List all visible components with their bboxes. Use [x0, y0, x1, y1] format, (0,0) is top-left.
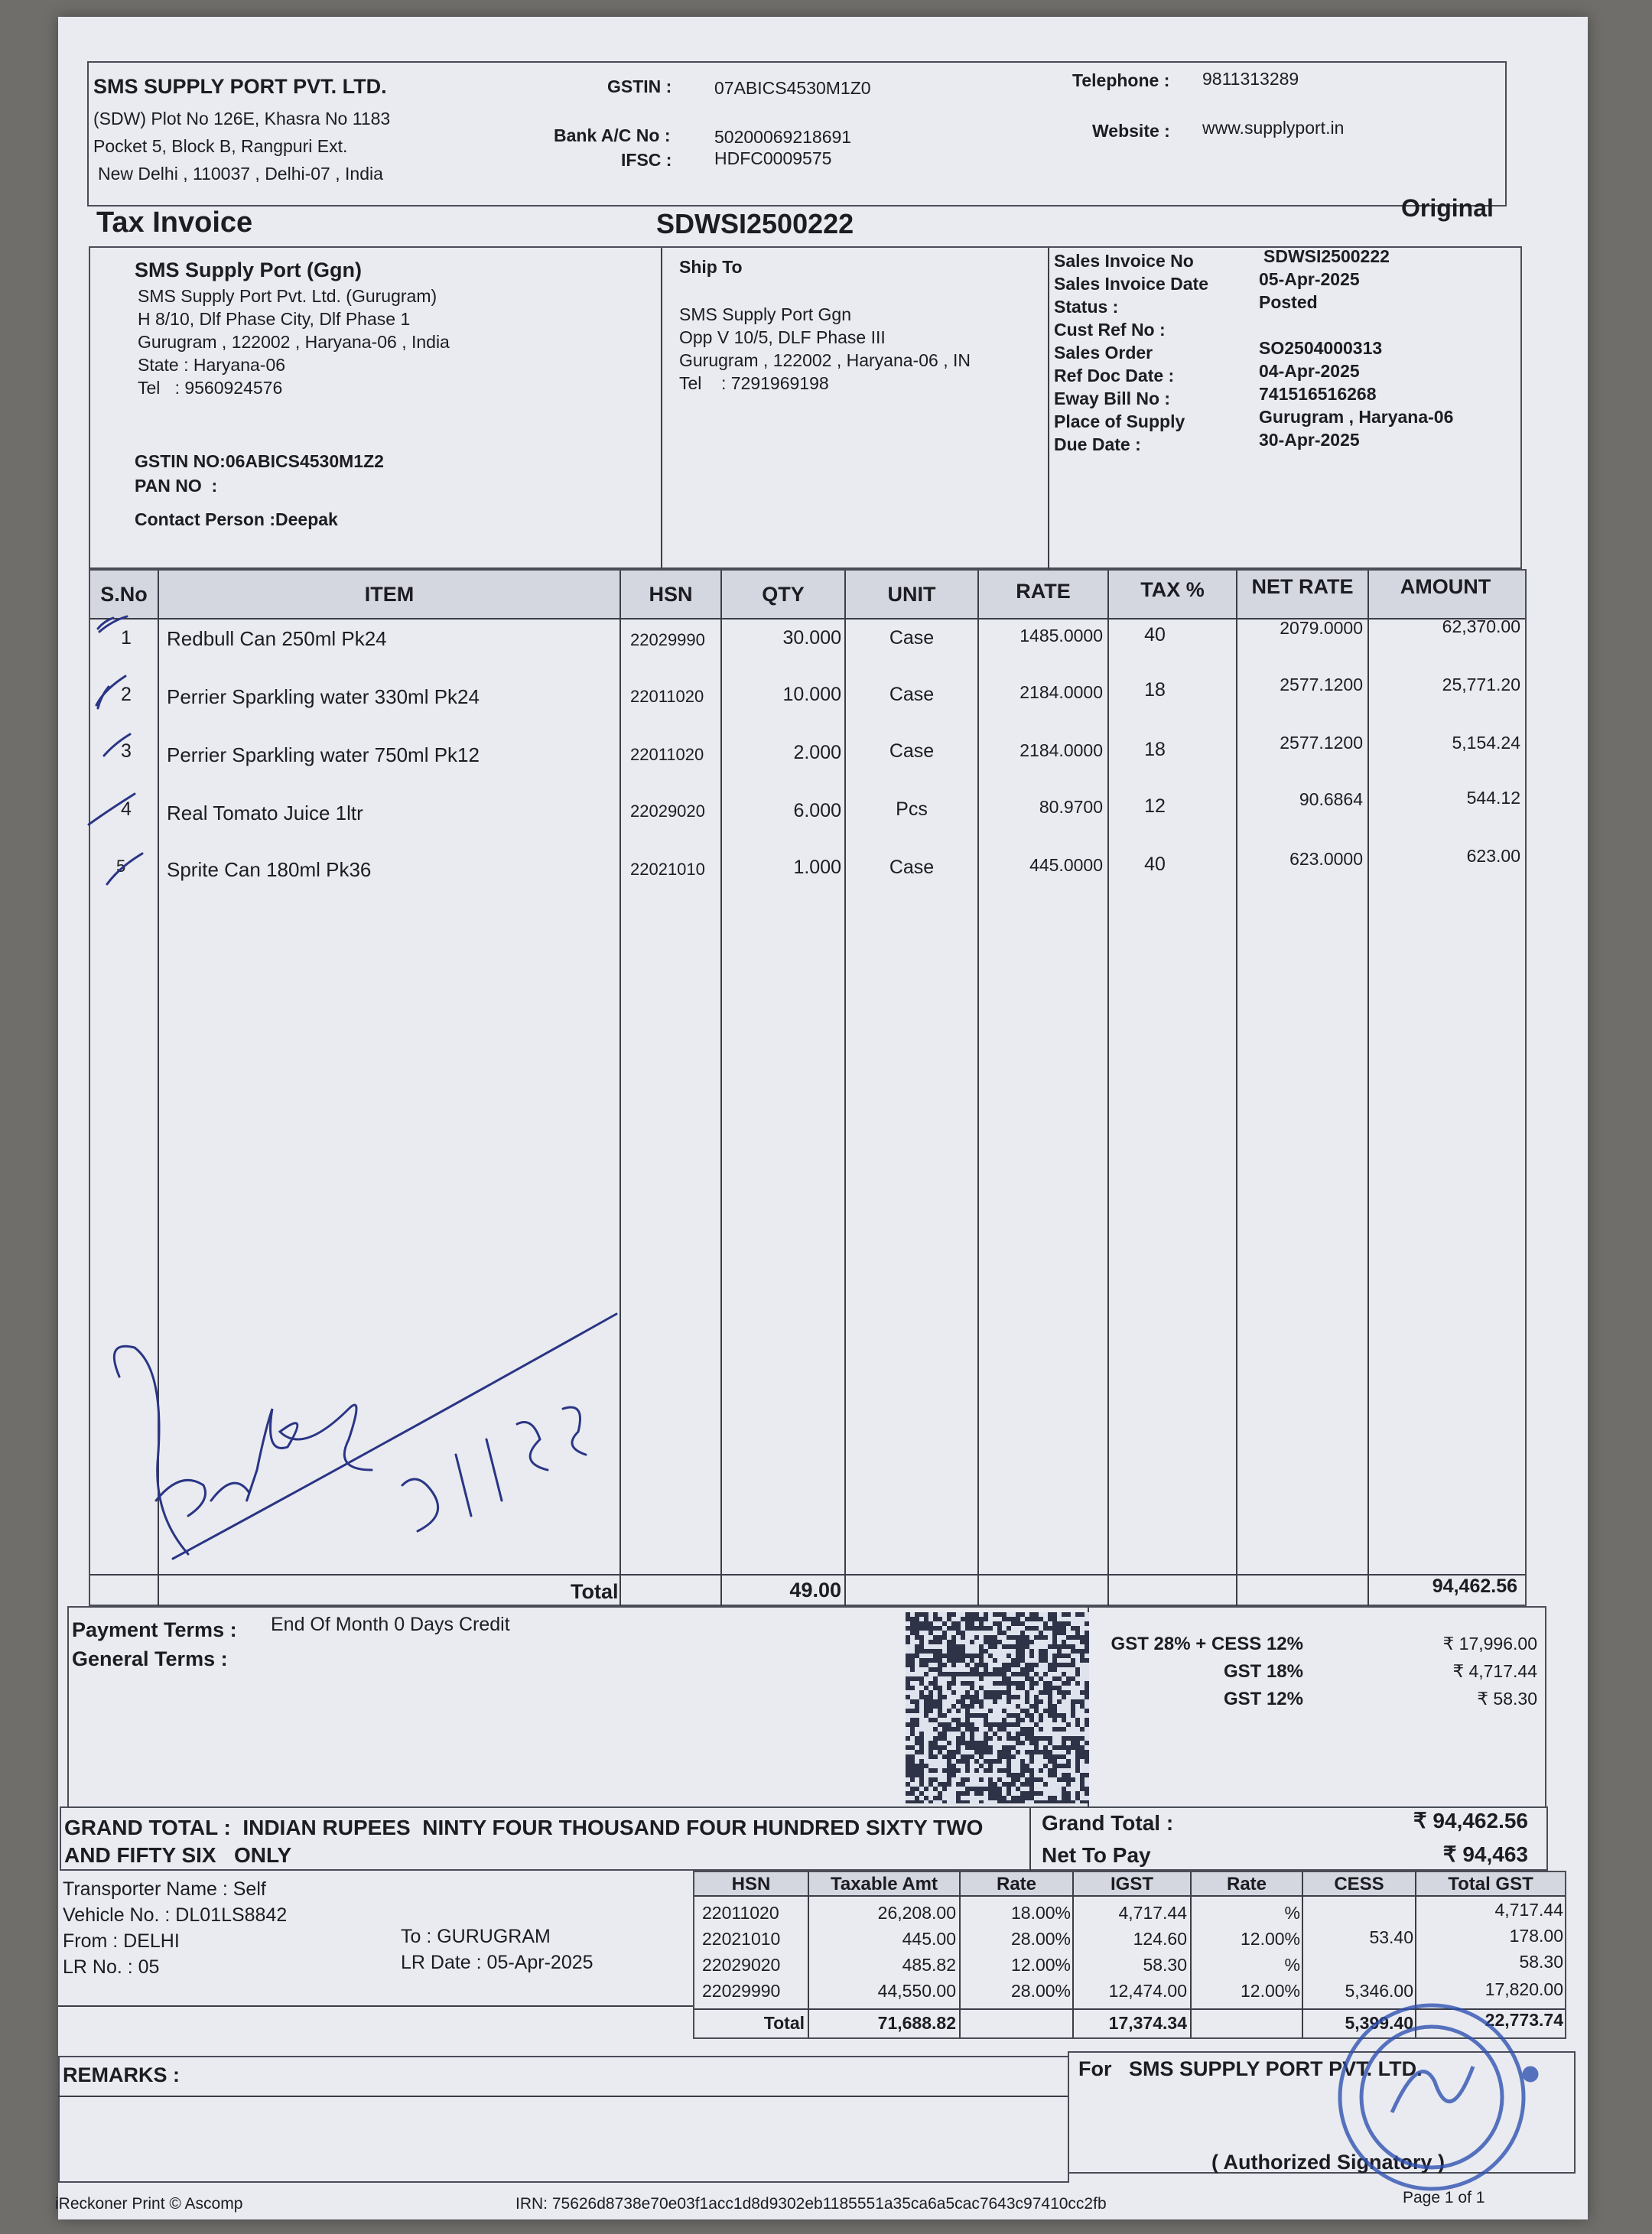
from-location: From : DELHI: [63, 1930, 180, 1952]
net-to-pay-value: ₹ 94,463: [1442, 1842, 1528, 1866]
item-hsn: 22021010: [630, 860, 705, 879]
items-total-qty: 49.00: [789, 1579, 841, 1602]
item-amount: 623.00: [1466, 846, 1520, 866]
company-address-line-3: New Delhi , 110037 , Delhi-07 , India: [98, 164, 383, 184]
item-sno: 5: [116, 857, 126, 876]
item-tax: 12: [1144, 795, 1166, 817]
hsn-col-header: Taxable Amt: [830, 1874, 938, 1894]
hsn-cell: 22011020: [702, 1903, 779, 1923]
item-name: Perrier Sparkling water 330ml Pk24: [167, 685, 480, 708]
meta-value: Posted: [1259, 292, 1318, 312]
gstin-value: 07ABICS4530M1Z0: [714, 78, 871, 98]
hsn-cell: 5,346.00: [1345, 1981, 1413, 2001]
hsn-cell: %: [1284, 1955, 1300, 1975]
hsn-total-cell: 17,374.34: [1108, 2013, 1187, 2033]
hsn-col-header: CESS: [1334, 1874, 1384, 1894]
ship-to-line-3: Gurugram , 122002 , Haryana-06 , IN: [679, 350, 971, 370]
meta-label: Eway Bill No :: [1054, 389, 1171, 408]
col-header-rate: RATE: [1016, 580, 1071, 603]
item-tax: 40: [1144, 624, 1166, 645]
hsn-cell: 58.30: [1143, 1955, 1187, 1975]
bank-value: 50200069218691: [714, 127, 852, 147]
item-sno: 4: [121, 798, 132, 820]
telephone-label: Telephone :: [1072, 70, 1170, 90]
item-unit: Pcs: [896, 798, 928, 820]
col-header-tax: TAX %: [1140, 578, 1205, 601]
bill-to-name: SMS Supply Port (Ggn): [135, 259, 362, 281]
item-tax: 40: [1144, 854, 1166, 875]
item-amount: 544.12: [1466, 788, 1520, 808]
item-hsn: 22011020: [630, 745, 704, 764]
hsn-col-header: Total GST: [1448, 1874, 1533, 1894]
hsn-cell: 485.82: [902, 1955, 956, 1975]
hsn-cell: 22021010: [702, 1929, 781, 1949]
col-header-qty: QTY: [762, 583, 805, 606]
item-net-rate: 2577.1200: [1280, 733, 1363, 753]
tick-mark: [98, 616, 127, 632]
item-qty: 30.000: [782, 627, 841, 649]
hsn-cell: 12.00%: [1240, 1981, 1300, 2001]
lr-no: LR No. : 05: [63, 1956, 160, 1978]
invoice-paper: [55, 17, 1588, 2219]
grand-total-label: Grand Total :: [1042, 1811, 1174, 1835]
remarks-label: REMARKS :: [63, 2063, 180, 2086]
grand-total-words-1: GRAND TOTAL : INDIAN RUPEES NINTY FOUR THOUSAND FOUR HUNDRED SIXTY TWO: [64, 1816, 984, 1839]
bill-to-line-4: State : Haryana-06: [138, 355, 286, 375]
ifsc-value: HDFC0009575: [714, 148, 832, 168]
hsn-cell: 53.40: [1369, 1927, 1413, 1947]
gst-summary-value: ₹ 17,996.00: [1442, 1634, 1537, 1654]
item-sno: 3: [121, 740, 132, 762]
hsn-cell: 28.00%: [1010, 1981, 1071, 2001]
net-to-pay-label: Net To Pay: [1042, 1843, 1151, 1867]
ship-to-line-2: Opp V 10/5, DLF Phase III: [679, 327, 886, 347]
hsn-cell: 22029020: [702, 1955, 781, 1975]
item-rate: 80.9700: [1039, 797, 1103, 817]
item-rate: 1485.0000: [1019, 626, 1103, 645]
ship-to-line-1: SMS Supply Port Ggn: [679, 304, 851, 324]
footer-irn: IRN: 75626d8738e70e03f1acc1d8d9302eb1185551a35ca6a5cac7643c97410cc2fb: [515, 2195, 1107, 2213]
item-net-rate: 2079.0000: [1280, 618, 1363, 638]
tick-mark: [96, 676, 125, 708]
meta-value: 741516516268: [1259, 384, 1377, 404]
items-total-label: Total: [571, 1580, 619, 1603]
hsn-cell: 12.00%: [1240, 1929, 1300, 1949]
item-name: Sprite Can 180ml Pk36: [167, 858, 372, 881]
invoice-number-title: SDWSI2500222: [656, 208, 854, 239]
meta-label: Sales Order: [1054, 343, 1153, 363]
bill-to-line-3: Gurugram , 122002 , Haryana-06 , India: [138, 332, 450, 352]
hsn-total-cell: 5,399.40: [1345, 2013, 1413, 2033]
item-hsn: 22029990: [630, 630, 705, 649]
meta-label: Sales Invoice No: [1054, 251, 1194, 271]
item-unit: Case: [889, 684, 935, 705]
item-rate: 2184.0000: [1019, 740, 1103, 760]
company-address-line-2: Pocket 5, Block B, Rangpuri Ext.: [93, 136, 348, 156]
hsn-cell: 12,474.00: [1108, 1981, 1187, 2001]
footer-page: Page 1 of 1: [1403, 2189, 1485, 2206]
meta-label: Cust Ref No :: [1054, 320, 1166, 340]
gst-summary-value: ₹ 58.30: [1477, 1689, 1537, 1709]
tick-mark: [89, 794, 135, 824]
authorized-signatory-label: ( Authorized Signatory ): [1211, 2151, 1445, 2174]
bill-to-line-1: SMS Supply Port Pvt. Ltd. (Gurugram): [138, 286, 437, 306]
item-amount: 62,370.00: [1442, 616, 1520, 636]
bill-to-line-2: H 8/10, Dlf Phase City, Dlf Phase 1: [138, 309, 411, 329]
meta-value: 05-Apr-2025: [1259, 269, 1360, 289]
hsn-cell: 124.60: [1133, 1929, 1187, 1949]
payment-terms-value: End Of Month 0 Days Credit: [271, 1614, 510, 1635]
bill-to-contact: Contact Person :Deepak: [135, 509, 338, 529]
company-name: SMS SUPPLY PORT PVT. LTD.: [93, 75, 387, 98]
item-tax: 18: [1144, 679, 1166, 701]
hsn-total-label: Total: [763, 2013, 805, 2033]
meta-value: SDWSI2500222: [1263, 246, 1390, 266]
col-header-unit: UNIT: [887, 583, 936, 606]
hsn-cell: 44,550.00: [877, 1981, 956, 2001]
meta-label: Sales Invoice Date: [1054, 274, 1208, 294]
company-stamp: [1340, 2005, 1537, 2189]
col-header-item: ITEM: [364, 583, 415, 606]
hsn-cell: 4,717.44: [1118, 1903, 1187, 1923]
payment-terms-label: Payment Terms :: [72, 1618, 237, 1641]
item-net-rate: 623.0000: [1289, 849, 1363, 869]
gstin-label: GSTIN :: [607, 76, 672, 96]
item-name: Redbull Can 250ml Pk24: [167, 627, 387, 650]
hsn-col-header: IGST: [1110, 1874, 1153, 1894]
item-qty: 1.000: [793, 857, 841, 878]
company-address-line-1: (SDW) Plot No 126E, Khasra No 1183: [93, 109, 391, 128]
handwriting-overlay: [58, 17, 1588, 2219]
meta-value: Gurugram , Haryana-06: [1259, 407, 1454, 427]
vehicle-no: Vehicle No. : DL01LS8842: [63, 1904, 288, 1926]
hsn-col-header: HSN: [731, 1874, 771, 1894]
meta-label: Ref Doc Date :: [1054, 366, 1175, 385]
general-terms-label: General Terms :: [72, 1647, 228, 1670]
item-amount: 25,771.20: [1442, 675, 1520, 694]
item-rate: 2184.0000: [1019, 682, 1103, 702]
ship-to-label: Ship To: [679, 257, 743, 277]
item-unit: Case: [889, 857, 935, 878]
item-rate: 445.0000: [1029, 855, 1103, 875]
meta-label: Status :: [1054, 297, 1119, 317]
copy-label: Original: [1401, 194, 1494, 222]
hsn-cell: 26,208.00: [877, 1903, 956, 1923]
bill-to-pan: PAN NO :: [135, 476, 218, 496]
meta-value: 30-Apr-2025: [1259, 430, 1360, 450]
transporter-name: Transporter Name : Self: [63, 1878, 266, 1900]
hsn-col-header: Rate: [1226, 1874, 1267, 1894]
signatory-for-label: For SMS SUPPLY PORT PVT. LTD.: [1078, 2057, 1423, 2080]
col-header-net-rate: NET RATE: [1251, 575, 1354, 598]
hsn-cell: 18.00%: [1010, 1903, 1071, 1923]
item-qty: 2.000: [793, 742, 841, 763]
hsn-col-header: Rate: [996, 1874, 1037, 1894]
hsn-cell: 17,820.00: [1485, 1979, 1563, 1999]
item-qty: 10.000: [782, 684, 841, 705]
website-label: Website :: [1092, 121, 1170, 141]
item-hsn: 22029020: [630, 802, 705, 821]
item-hsn: 22011020: [630, 687, 704, 706]
tick-mark: [107, 854, 142, 884]
item-name: Perrier Sparkling water 750ml Pk12: [167, 743, 480, 766]
hsn-cell: 22029990: [702, 1981, 781, 2001]
col-header-amount: AMOUNT: [1400, 575, 1491, 598]
item-amount: 5,154.24: [1452, 733, 1520, 753]
gst-summary-label: GST 28% + CESS 12%: [1111, 1634, 1303, 1654]
item-net-rate: 90.6864: [1299, 789, 1363, 809]
item-name: Real Tomato Juice 1ltr: [167, 802, 363, 824]
bank-label: Bank A/C No :: [554, 125, 671, 145]
item-qty: 6.000: [793, 800, 841, 821]
meta-label: Place of Supply: [1054, 411, 1185, 431]
items-total-amount: 94,462.56: [1432, 1576, 1517, 1597]
hsn-cell: 58.30: [1519, 1952, 1563, 1972]
hsn-cell: 445.00: [902, 1929, 956, 1949]
gst-summary-value: ₹ 4,717.44: [1452, 1661, 1537, 1681]
item-sno: 1: [121, 627, 132, 649]
footer-print-label: iReckoner Print © Ascomp: [55, 2195, 243, 2213]
item-net-rate: 2577.1200: [1280, 675, 1363, 694]
hsn-cell: 28.00%: [1010, 1929, 1071, 1949]
hsn-cell: 12.00%: [1010, 1955, 1071, 1975]
handwritten-date: [402, 1407, 586, 1531]
col-header-hsn: HSN: [649, 583, 693, 606]
item-unit: Case: [889, 740, 935, 762]
meta-value: SO2504000313: [1259, 338, 1383, 358]
telephone-value: 9811313289: [1202, 69, 1299, 89]
ship-to-line-4: Tel : 7291969198: [679, 373, 829, 393]
signature-underline: [173, 1314, 616, 1559]
meta-label: Due Date :: [1054, 434, 1141, 454]
gst-summary-label: GST 12%: [1223, 1689, 1303, 1709]
doc-type-title: Tax Invoice: [96, 206, 253, 239]
to-location: To : GURUGRAM: [401, 1926, 551, 1947]
website-value: www.supplyport.in: [1202, 118, 1345, 138]
hsn-total-cell: 71,688.82: [877, 2013, 956, 2033]
bill-to-gstin: GSTIN NO:06ABICS4530M1Z2: [135, 451, 384, 471]
tick-mark: [104, 734, 130, 756]
item-tax: 18: [1144, 739, 1166, 760]
hsn-total-cell: 22,773.74: [1485, 2010, 1563, 2030]
item-sno: 2: [121, 684, 132, 705]
hsn-cell: 4,717.44: [1494, 1900, 1563, 1920]
meta-value: 04-Apr-2025: [1259, 361, 1360, 381]
item-unit: Case: [889, 627, 935, 649]
ifsc-label: IFSC :: [621, 150, 672, 170]
grand-total-words-2: AND FIFTY SIX ONLY: [64, 1843, 292, 1867]
signature: [114, 1346, 372, 1554]
gst-summary-label: GST 18%: [1223, 1661, 1303, 1682]
lr-date: LR Date : 05-Apr-2025: [401, 1952, 593, 1973]
col-header-sno: S.No: [100, 583, 148, 606]
hsn-cell: 178.00: [1509, 1926, 1563, 1946]
grand-total-value: ₹ 94,462.56: [1413, 1809, 1528, 1832]
hsn-cell: %: [1284, 1903, 1300, 1923]
bill-to-line-5: Tel : 9560924576: [138, 378, 283, 398]
